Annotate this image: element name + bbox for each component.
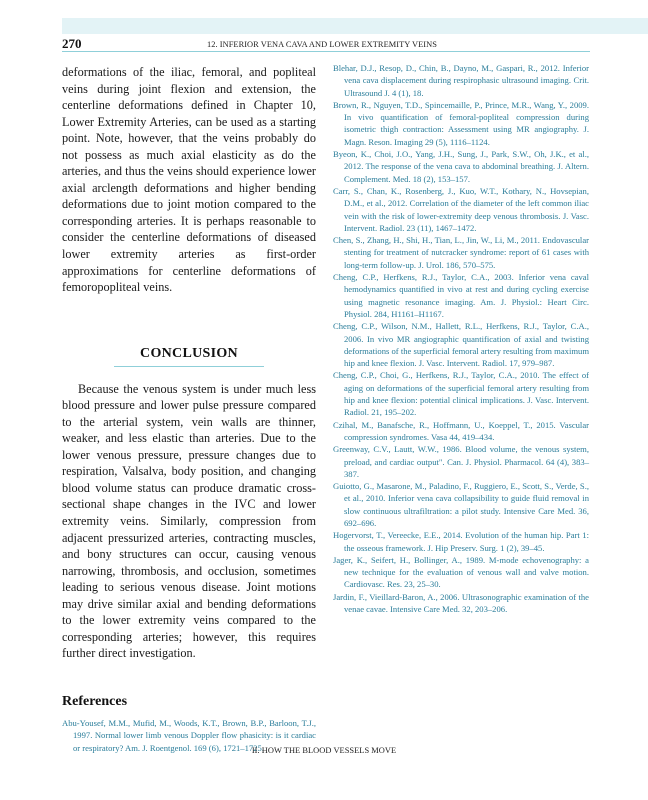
- reference-item[interactable]: Cheng, C.P., Choi, G., Herfkens, R.J., Taylor, C.A., 2010. The effect of aging on deformations of the superficial femoral artery resulting from hip and knee flexion: potential clinical implications. J. Vasc. Intervent. Radiol. 21, 195–202.: [333, 370, 589, 418]
- reference-item[interactable]: Czihal, M., Banafsche, R., Hoffmann, U., Koeppel, T., 2015. Vascular compression syndromes. Vasa 44, 419–434.: [333, 419, 589, 442]
- reference-item[interactable]: Hogervorst, T., Vereecke, E.E., 2014. Evolution of the human hip. Part 1: the osseous framework. J. Hip Preserv. Surg. 1 (2), 39–45.: [333, 530, 589, 553]
- reference-item[interactable]: Byeon, K., Choi, J.O., Yang, J.H., Sung, J., Park, S.W., Oh, J.K., et al., 2012. The response of the vena cava to abdominal breathing. J. Altern. Complement. Med. 18 (2), 153–157.: [333, 149, 589, 184]
- conclusion-rule: [114, 366, 264, 367]
- reference-item[interactable]: Greenway, C.V., Lautt, W.W., 1986. Blood volume, the venous system, preload, and cardiac output". Can. J. Physiol. Pharmacol. 64 (4), 383–387.: [333, 444, 589, 479]
- reference-item[interactable]: Carr, S., Chan, K., Rosenberg, J., Kuo, W.T., Kothary, N., Hovsepian, D.M., et al., 2012. Correlation of the diameter of the left common iliac vein with the risk of lower-extremity deep venous thrombosis. J. Vasc. Intervent. Radiol. 23 (11), 1467–1472.: [333, 185, 589, 233]
- right-column: [333, 62, 589, 615]
- reference-item[interactable]: Cheng, C.P., Wilson, N.M., Hallett, R.L., Herfkens, R.J., Taylor, C.A., 2006. In vivo MR angiographic quantification of axial and twisting deformations of the superficial femoral artery resulting from maximum hip and knee flexion. J. Vasc. Intervent. Radiol. 17, 979–987.: [333, 321, 589, 369]
- header-rule: [62, 51, 590, 52]
- header-band: [62, 18, 648, 34]
- running-head: 12. INFERIOR VENA CAVA AND LOWER EXTREMITY VEINS: [207, 40, 437, 49]
- left-column: [62, 64, 316, 754]
- reference-item[interactable]: Jager, K., Seifert, H., Bollinger, A., 1989. M-mode echovenography: a new technique for the evaluation of venous wall and valve motion. Cardiovasc. Res. 23, 25–30.: [333, 554, 589, 590]
- references-list-right: [333, 62, 589, 615]
- conclusion-paragraph: Because the venous system is under much less blood pressure and lower pulse pressure compared to the arterial system, vein walls are thinner, weaker, and less elastic than arteries. Due to the lower venous pressure, pressure changes due to respiration, Valsalva, body position, and changing blood volume status can produce dramatic cross-sectional shape changes in the IVC and lower extremity veins. Similarly, compression from adjacent pressurized arteries, contracting muscles, and bony structures can occur, causing venous narrowing, thrombosis, and occlusion, sometimes leading to serious venous disease. Joint motions may drive similar axial and bending deformations to the lower extremity veins compared to the corresponding arteries; however, this requires further direct investigation.: [62, 381, 316, 661]
- reference-item[interactable]: Jardin, F., Vieillard-Baron, A., 2006. Ultrasonographic examination of the venae cavae. Intensive Care Med. 32, 203–206.: [333, 591, 589, 615]
- page-number: 270: [62, 36, 82, 51]
- conclusion-heading: CONCLUSION: [140, 345, 238, 361]
- reference-item[interactable]: Cheng, C.P., Herfkens, R.J., Taylor, C.A., 2003. Inferior vena caval hemodynamics quantified in vivo at rest and during cycling exercise using magnetic resonance imaging. Am. J. Physiol.: Heart Circ. Physiol. 284, H1161–H1167.: [333, 272, 589, 319]
- reference-item[interactable]: Chen, S., Zhang, H., Shi, H., Tian, L., Jin, W., Li, M., 2011. Endovascular stenting for treatment of nutcracker syndrome: report of 61 cases with long-term follow-up. J. Urol. 186, 570–575.: [333, 235, 589, 270]
- footer-text: II. HOW THE BLOOD VESSELS MOVE: [251, 746, 397, 755]
- intro-paragraph: deformations of the iliac, femoral, and popliteal veins during joint flexion and extension, the centerline deformations defined in Chapter 10, Lower Extremity Arteries, can be used as a starting point. Note, however, that the veins probably do not possess as much axial elasticity as do the arteries, and thus the veins should experience lower axial arclength deformations and higher bending deformations due to joint motion compared to the corresponding arteries. It is perhaps reasonable to consider the centerline deformations of diseased lower extremity arteries as first-order approximations for centerline deformations of femoropopliteal veins.: [62, 65, 316, 295]
- reference-item[interactable]: Blehar, D.J., Resop, D., Chin, B., Dayno, M., Gaspari, R., 2012. Inferior vena cava displacement during respirophasic ultrasound imaging. Crit. Ultrasound J. 4 (1), 18.: [333, 63, 589, 98]
- reference-item[interactable]: Guiotto, G., Masarone, M., Paladino, F., Ruggiero, E., Scott, S., Verde, S., et al., 2010. Inferior vena cava collapsibility to guide fluid removal in slow continuous ultrafiltration: a pilot study. Intensive Care Med. 36, 692–696.: [333, 481, 589, 528]
- references-heading: References: [62, 693, 128, 709]
- reference-item[interactable]: Abu-Yousef, M.M., Mufid, M., Woods, K.T., Brown, B.P., Barloon, T.J., 1997. Normal lower limb venous Doppler flow phasicity: is it cardiac or respiratory? Am. J. Roentgenol. 169 (6), 1721–1725.: [62, 717, 316, 753]
- reference-item[interactable]: Brown, R., Nguyen, T.D., Spincemaille, P., Prince, M.R., Wang, Y., 2009. In vivo quantification of femoral-popliteal compression during isometric thigh contraction: Assessment using MR angiography. J. Magn. Reson. Imaging 29 (5), 1116–1124.: [333, 99, 589, 147]
